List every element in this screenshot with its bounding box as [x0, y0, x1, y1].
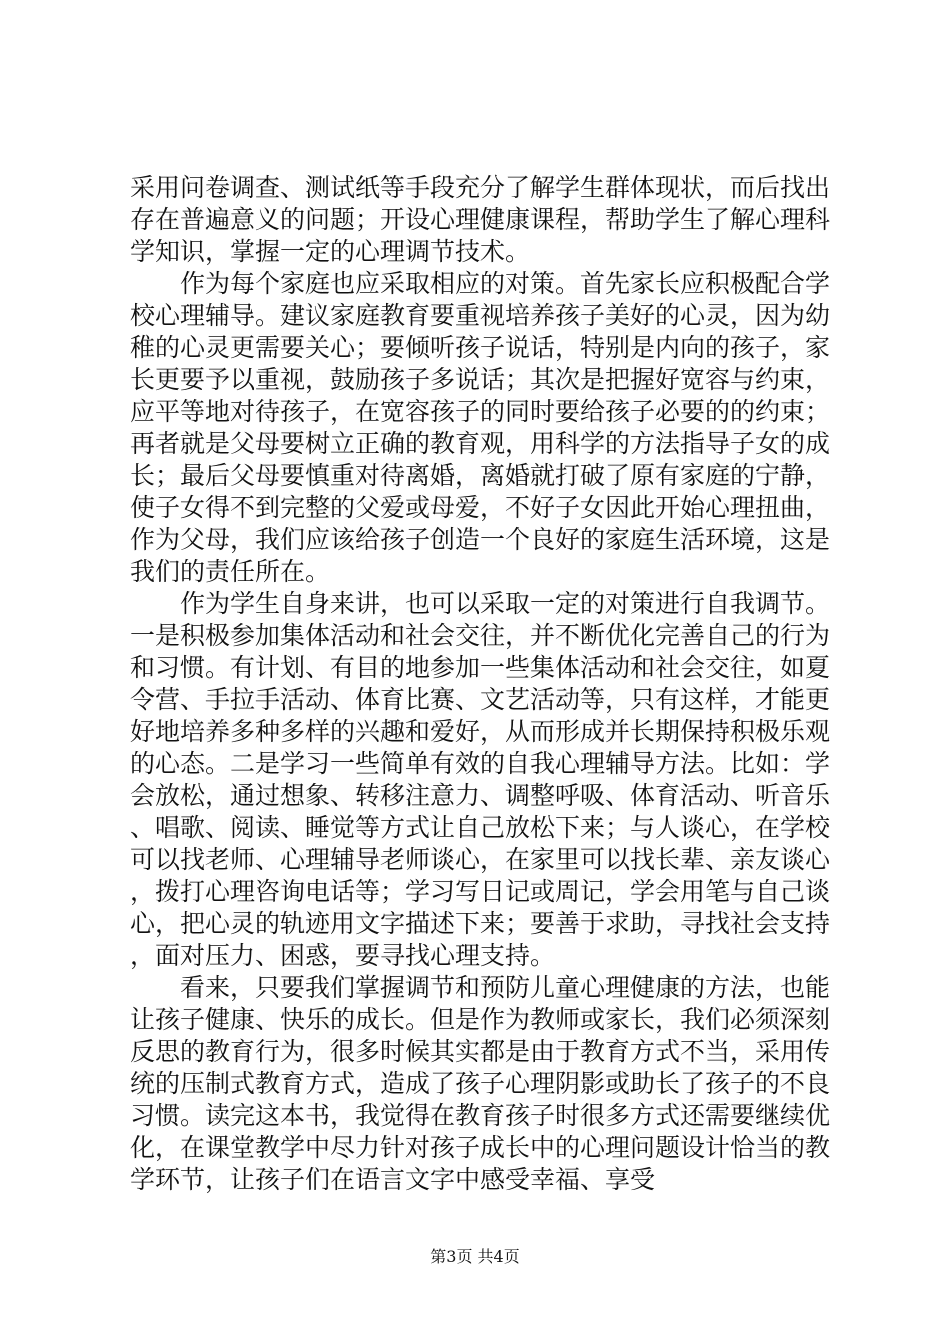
paragraph-2: 作为每个家庭也应采取相应的对策。首先家长应积极配合学校心理辅导。建议家庭教育要重视培养孩子美好的心灵，因为幼稚的心灵更需要关心；要倾听孩子说话，特别是内向的孩子，家长更要予以重视，鼓励孩子多说话；其次是把握好宽容与约束，应平等地对待孩子，在宽容孩子的同时要给孩子必要的的约束；再者就是父母要树立正确的教育观，用科学的方法指导子女的成长；最后父母要慎重对待离婚，离婚就打破了原有家庭的宁静，使子女得不到完整的父爱或母爱，不好子女因此开始心理扭曲，作为父母，我们应该给孩子创造一个良好的家庭生活环境，这是我们的责任所在。	[130, 269, 831, 586]
page-number-footer: 第3页 共4页	[430, 1247, 520, 1266]
paragraph-4: 看来，只要我们掌握调节和预防儿童心理健康的方法，也能让孩子健康、快乐的成长。但是作为教师或家长，我们必须深刻反思的教育行为，很多时候其实都是由于教育方式不当，采用传统的压制式教育方式，造成了孩子心理阴影或助长了孩子的不良习惯。读完这本书，我觉得在教育孩子时很多方式还需要继续优化，在课堂教学中尽力针对孩子成长中的心理问题设计恰当的教学环节，让孩子们在语言文字中感受幸福、享受	[130, 973, 831, 1194]
paragraph-1: 采用问卷调查、测试纸等手段充分了解学生群体现状，而后找出存在普遍意义的问题；开设心理健康课程，帮助学生了解心理科学知识，掌握一定的心理调节技术。	[130, 173, 831, 266]
paragraph-3: 作为学生自身来讲，也可以采取一定的对策进行自我调节。一是积极参加集体活动和社会交往，并不断优化完善自己的行为和习惯。有计划、有目的地参加一些集体活动和社会交往，如夏令营、手拉手活动、体育比赛、文艺活动等，只有这样，才能更好地培养多种多样的兴趣和爱好，从而形成并长期保持积极乐观的心态。二是学习一些简单有效的自我心理辅导方法。比如：学会放松，通过想象、转移注意力、调整呼吸、体育活动、听音乐、唱歌、阅读、睡觉等方式让自己放松下来；与人谈心，在学校可以找老师、心理辅导老师谈心，在家里可以找长辈、亲友谈心，拨打心理咨询电话等；学习写日记或周记，学会用笔与自己谈心，把心灵的轨迹用文字描述下来；要善于求助，寻找社会支持，面对压力、困惑，要寻找心理支持。	[130, 589, 831, 970]
document-body	[130, 172, 830, 1196]
